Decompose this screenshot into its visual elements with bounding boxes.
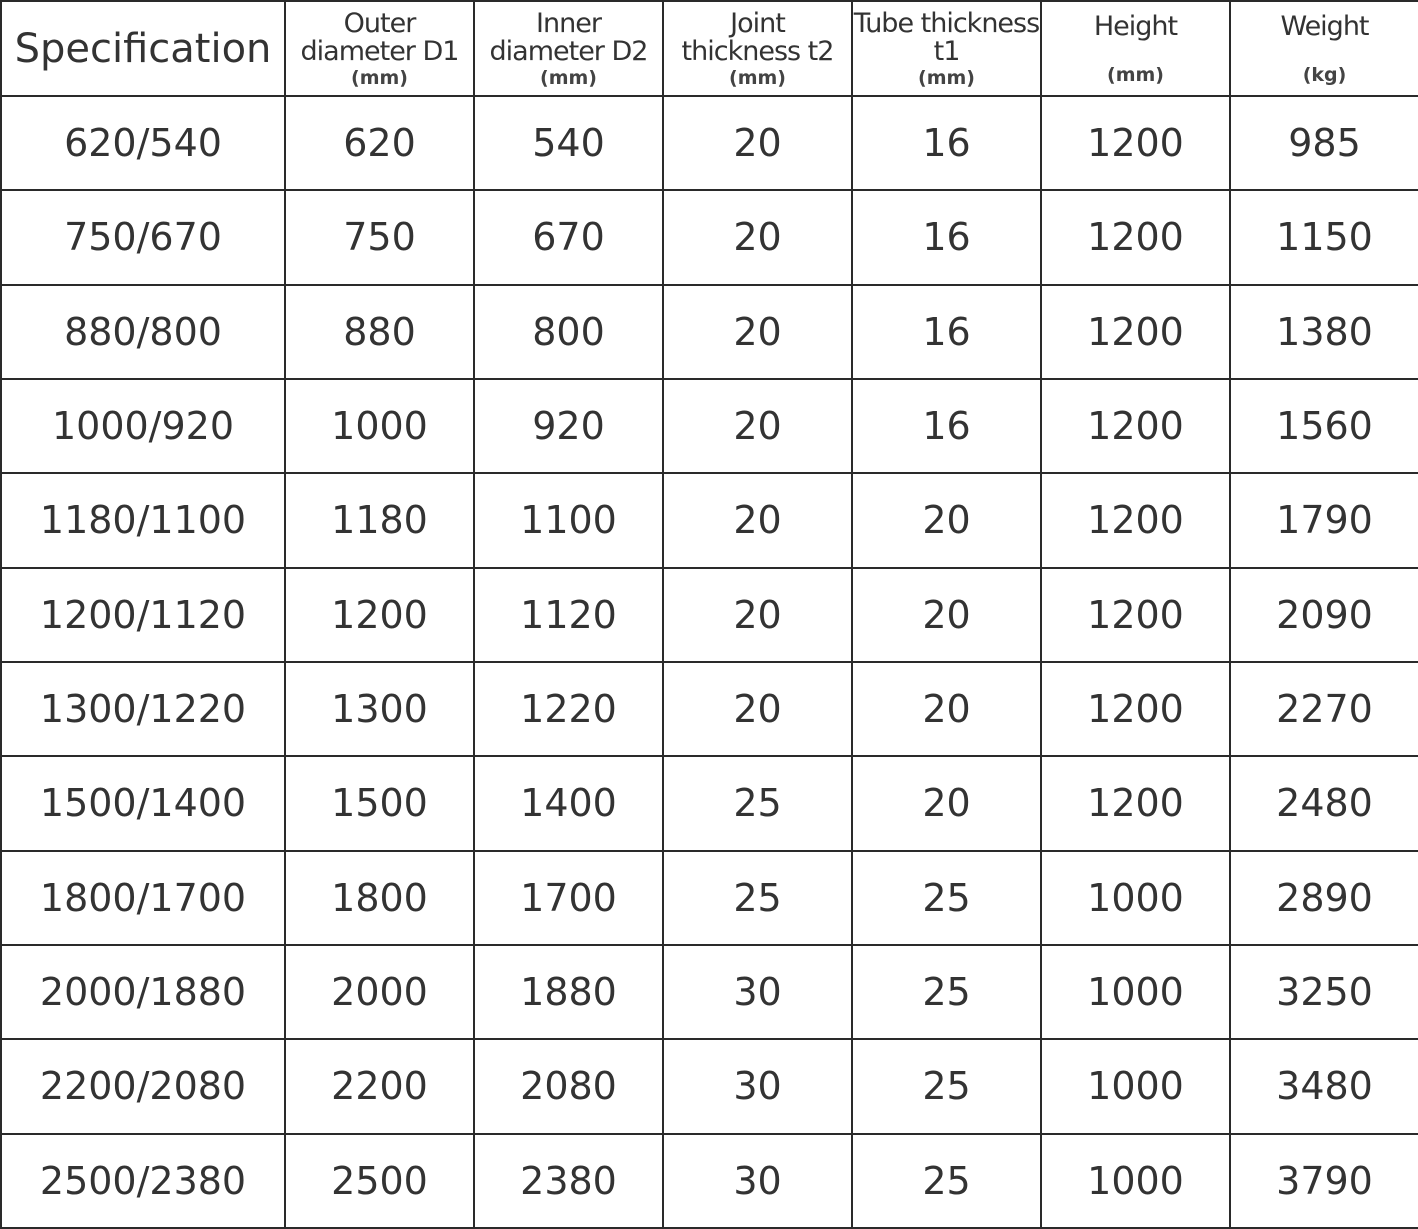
cell-joint-thickness: 20 — [663, 473, 852, 567]
cell-tube-thickness: 16 — [852, 379, 1041, 473]
cell-outer-diameter: 2500 — [285, 1134, 474, 1228]
cell-weight: 3250 — [1230, 945, 1418, 1039]
table-row — [1, 1039, 1418, 1133]
table-row — [1, 473, 1418, 567]
cell-joint-thickness: 20 — [663, 568, 852, 662]
cell-outer-diameter: 880 — [285, 285, 474, 379]
header-title-line: Height — [1093, 10, 1178, 42]
cell-height: 1200 — [1041, 379, 1230, 473]
cell-inner-diameter: 540 — [474, 96, 663, 190]
header-unit: (mm) — [729, 66, 786, 89]
header-title-line: Tube thickness — [853, 7, 1040, 39]
header-title-line: Outer — [343, 7, 416, 39]
cell-outer-diameter: 2000 — [285, 945, 474, 1039]
table-row — [1, 851, 1418, 945]
header-unit: (mm) — [1107, 63, 1164, 86]
header-title-line: t1 — [933, 35, 960, 67]
cell-height: 1000 — [1041, 851, 1230, 945]
cell-inner-diameter: 670 — [474, 190, 663, 284]
cell-inner-diameter: 2380 — [474, 1134, 663, 1228]
cell-joint-thickness: 30 — [663, 1134, 852, 1228]
cell-weight: 2890 — [1230, 851, 1418, 945]
cell-outer-diameter: 750 — [285, 190, 474, 284]
cell-weight: 3480 — [1230, 1039, 1418, 1133]
cell-tube-thickness: 25 — [852, 1039, 1041, 1133]
cell-specification: 750/670 — [1, 190, 285, 284]
header-tube-thickness — [852, 1, 1041, 96]
cell-outer-diameter: 1180 — [285, 473, 474, 567]
cell-inner-diameter: 800 — [474, 285, 663, 379]
cell-height: 1200 — [1041, 285, 1230, 379]
cell-specification: 1180/1100 — [1, 473, 285, 567]
cell-weight: 1380 — [1230, 285, 1418, 379]
cell-specification: 1500/1400 — [1, 756, 285, 850]
cell-weight: 2090 — [1230, 568, 1418, 662]
header-weight — [1230, 1, 1418, 96]
cell-height: 1200 — [1041, 473, 1230, 567]
table-row — [1, 1134, 1418, 1228]
cell-specification: 1000/920 — [1, 379, 285, 473]
header-unit: (mm) — [351, 66, 408, 89]
cell-weight: 1560 — [1230, 379, 1418, 473]
table-header — [1, 1, 1418, 96]
cell-outer-diameter: 1200 — [285, 568, 474, 662]
cell-specification: 2000/1880 — [1, 945, 285, 1039]
header-unit: (mm) — [540, 66, 597, 89]
cell-outer-diameter: 1500 — [285, 756, 474, 850]
table-row — [1, 190, 1418, 284]
cell-inner-diameter: 1120 — [474, 568, 663, 662]
header-title-line: Weight — [1280, 10, 1369, 42]
cell-specification: 2500/2380 — [1, 1134, 285, 1228]
cell-specification: 880/800 — [1, 285, 285, 379]
header-row — [1, 1, 1418, 96]
table-row — [1, 96, 1418, 190]
cell-weight: 3790 — [1230, 1134, 1418, 1228]
cell-outer-diameter: 620 — [285, 96, 474, 190]
header-inner-diameter — [474, 1, 663, 96]
cell-joint-thickness: 25 — [663, 756, 852, 850]
table-row — [1, 945, 1418, 1039]
cell-specification: 620/540 — [1, 96, 285, 190]
cell-tube-thickness: 20 — [852, 662, 1041, 756]
cell-outer-diameter: 1000 — [285, 379, 474, 473]
cell-specification: 2200/2080 — [1, 1039, 285, 1133]
cell-joint-thickness: 30 — [663, 945, 852, 1039]
table-row — [1, 662, 1418, 756]
cell-height: 1200 — [1041, 662, 1230, 756]
cell-outer-diameter: 1300 — [285, 662, 474, 756]
cell-weight: 1790 — [1230, 473, 1418, 567]
cell-height: 1200 — [1041, 96, 1230, 190]
cell-inner-diameter: 1220 — [474, 662, 663, 756]
cell-tube-thickness: 25 — [852, 851, 1041, 945]
cell-joint-thickness: 20 — [663, 379, 852, 473]
cell-inner-diameter: 2080 — [474, 1039, 663, 1133]
header-unit: (kg) — [1302, 63, 1347, 86]
cell-tube-thickness: 20 — [852, 568, 1041, 662]
header-specification-label: Specification — [14, 25, 272, 72]
cell-specification: 1800/1700 — [1, 851, 285, 945]
table-body — [1, 96, 1418, 1228]
cell-height: 1200 — [1041, 756, 1230, 850]
header-joint-thickness — [663, 1, 852, 96]
header-outer-diameter — [285, 1, 474, 96]
cell-tube-thickness: 16 — [852, 96, 1041, 190]
cell-inner-diameter: 920 — [474, 379, 663, 473]
cell-specification: 1300/1220 — [1, 662, 285, 756]
cell-weight: 985 — [1230, 96, 1418, 190]
cell-inner-diameter: 1700 — [474, 851, 663, 945]
cell-tube-thickness: 20 — [852, 756, 1041, 850]
cell-inner-diameter: 1100 — [474, 473, 663, 567]
cell-outer-diameter: 1800 — [285, 851, 474, 945]
cell-joint-thickness: 20 — [663, 190, 852, 284]
cell-height: 1000 — [1041, 945, 1230, 1039]
header-title-line: diameter D2 — [489, 35, 648, 67]
cell-height: 1000 — [1041, 1039, 1230, 1133]
header-title-line: Inner — [536, 7, 601, 39]
cell-tube-thickness: 25 — [852, 945, 1041, 1039]
cell-tube-thickness: 16 — [852, 285, 1041, 379]
header-title-line: diameter D1 — [300, 35, 459, 67]
cell-joint-thickness: 20 — [663, 96, 852, 190]
header-title-line: thickness t2 — [681, 35, 834, 67]
header-height — [1041, 1, 1230, 96]
cell-inner-diameter: 1880 — [474, 945, 663, 1039]
cell-height: 1000 — [1041, 1134, 1230, 1228]
cell-height: 1200 — [1041, 568, 1230, 662]
header-specification — [1, 1, 285, 96]
cell-tube-thickness: 25 — [852, 1134, 1041, 1228]
table-row — [1, 379, 1418, 473]
cell-joint-thickness: 20 — [663, 285, 852, 379]
table-row — [1, 756, 1418, 850]
cell-outer-diameter: 2200 — [285, 1039, 474, 1133]
header-title-line: Joint — [730, 7, 785, 39]
cell-tube-thickness: 16 — [852, 190, 1041, 284]
cell-tube-thickness: 20 — [852, 473, 1041, 567]
cell-weight: 2270 — [1230, 662, 1418, 756]
cell-specification: 1200/1120 — [1, 568, 285, 662]
cell-joint-thickness: 25 — [663, 851, 852, 945]
cell-weight: 2480 — [1230, 756, 1418, 850]
cell-inner-diameter: 1400 — [474, 756, 663, 850]
table-row — [1, 568, 1418, 662]
cell-weight: 1150 — [1230, 190, 1418, 284]
header-unit: (mm) — [918, 66, 975, 89]
cell-joint-thickness: 30 — [663, 1039, 852, 1133]
cell-height: 1200 — [1041, 190, 1230, 284]
cell-joint-thickness: 20 — [663, 662, 852, 756]
table-row — [1, 285, 1418, 379]
